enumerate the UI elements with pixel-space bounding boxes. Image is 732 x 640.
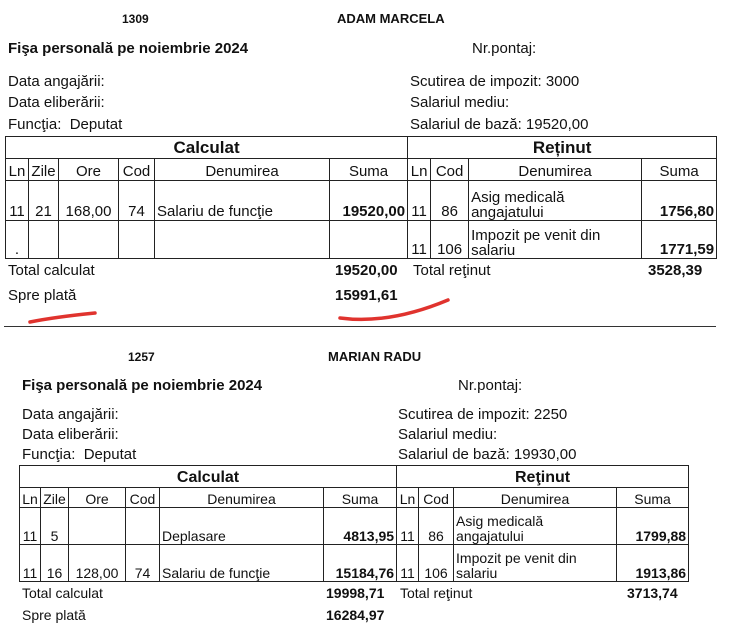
- total-retinut-label: Total reţinut: [400, 585, 473, 601]
- cell-ore: 168,00: [59, 181, 119, 221]
- col-cod: Cod: [126, 488, 160, 508]
- col-ore: Ore: [69, 488, 126, 508]
- cell-r-ln: 11: [397, 545, 419, 582]
- cell-r-suma: 1756,80: [642, 181, 717, 221]
- total-calculat-label: Total calculat: [22, 585, 103, 601]
- total-calculat-value: 19998,71: [326, 585, 385, 601]
- total-retinut-label: Total reţinut: [413, 262, 491, 279]
- cell-zile: [29, 221, 59, 259]
- col-cod: Cod: [119, 159, 155, 181]
- cell-suma: [330, 221, 408, 259]
- data-eliberarii-label: Data eliberării:: [22, 426, 119, 443]
- cell-denumirea: Salariu de funcţie: [155, 181, 330, 221]
- spre-plata-label: Spre plată: [8, 287, 77, 304]
- total-retinut-value: 3713,74: [627, 585, 678, 601]
- cell-r-denumirea: Impozit pe venit din salariu: [469, 221, 642, 259]
- employee-id: 1309: [122, 12, 149, 26]
- scutire-impozit-label: Scutirea de impozit: 2250: [398, 406, 568, 423]
- salary-table: [19, 465, 689, 582]
- calculat-header: Calculat: [20, 466, 397, 488]
- col-r-denumirea: Denumirea: [454, 488, 617, 508]
- cell-zile: 16: [41, 545, 69, 582]
- col-denumirea: Denumirea: [160, 488, 324, 508]
- col-r-ln: Ln: [397, 488, 419, 508]
- cell-zile: 5: [41, 508, 69, 545]
- slip-title: Fişa personală pe noiembrie 2024: [22, 377, 263, 394]
- cell-ore: [69, 508, 126, 545]
- cell-r-suma: 1771,59: [642, 221, 717, 259]
- cell-ln: .: [6, 221, 29, 259]
- slip-separator: [4, 326, 716, 327]
- col-r-cod: Cod: [431, 159, 469, 181]
- col-r-cod: Cod: [419, 488, 454, 508]
- col-suma: Suma: [324, 488, 397, 508]
- cell-ln: 11: [20, 545, 41, 582]
- cell-denumirea: Salariu de funcţie: [160, 545, 324, 582]
- cell-r-denumirea: Impozit pe venit din salariu: [454, 545, 617, 582]
- cell-r-denumirea: Asig medicală angajatului: [454, 508, 617, 545]
- cell-r-cod: 86: [431, 181, 469, 221]
- cell-suma: 19520,00: [330, 181, 408, 221]
- cell-cod: 74: [119, 181, 155, 221]
- cell-r-cod: 106: [431, 221, 469, 259]
- col-zile: Zile: [41, 488, 69, 508]
- retinut-header: Reținut: [408, 137, 717, 159]
- col-r-ln: Ln: [408, 159, 431, 181]
- table-row: [6, 181, 717, 221]
- nr-pontaj-label: Nr.pontaj:: [472, 40, 537, 57]
- employee-id: 1257: [128, 350, 155, 364]
- cell-denumirea: Deplasare: [160, 508, 324, 545]
- calculat-header: Calculat: [6, 137, 408, 159]
- salariul-baza-label: Salariul de bază: 19930,00: [398, 446, 577, 463]
- scutire-impozit-label: Scutirea de impozit: 3000: [410, 73, 580, 90]
- cell-r-cod: 106: [419, 545, 454, 582]
- table-row: [6, 221, 717, 259]
- cell-r-suma: 1913,86: [617, 545, 689, 582]
- total-calculat-label: Total calculat: [8, 262, 95, 279]
- col-suma: Suma: [330, 159, 408, 181]
- col-zile: Zile: [29, 159, 59, 181]
- total-calculat-value: 19520,00: [335, 262, 398, 279]
- employee-name: MARIAN RADU: [328, 349, 422, 364]
- col-r-denumirea: Denumirea: [469, 159, 642, 181]
- functia-label: Funcţia:: [8, 116, 62, 133]
- cell-ln: 11: [6, 181, 29, 221]
- salariul-mediu-label: Salariul mediu:: [410, 94, 510, 111]
- salary-table: [5, 136, 717, 259]
- col-denumirea: Denumirea: [155, 159, 330, 181]
- cell-ore: 128,00: [69, 545, 126, 582]
- col-ln: Ln: [20, 488, 41, 508]
- cell-r-ln: 11: [408, 221, 431, 259]
- cell-r-denumirea: Asig medicală angajatului: [469, 181, 642, 221]
- cell-r-cod: 86: [419, 508, 454, 545]
- cell-ore: [59, 221, 119, 259]
- cell-r-suma: 1799,88: [617, 508, 689, 545]
- col-r-suma: Suma: [617, 488, 689, 508]
- slip-title: Fişa personală pe noiembrie 2024: [8, 40, 249, 57]
- underline-mark-spre-plata: [30, 313, 95, 322]
- cell-suma: 4813,95: [324, 508, 397, 545]
- table-row: [20, 508, 689, 545]
- col-r-suma: Suma: [642, 159, 717, 181]
- spre-plata-label: Spre plată: [22, 607, 86, 623]
- functia-row: [8, 116, 122, 133]
- data-angajarii-label: Data angajării:: [22, 406, 119, 423]
- total-retinut-value: 3528,39: [648, 262, 703, 279]
- cell-cod: 74: [126, 545, 160, 582]
- functia-value: Deputat: [69, 116, 123, 133]
- data-eliberarii-label: Data eliberării:: [8, 94, 105, 111]
- cell-denumirea: [155, 221, 330, 259]
- table-row: [20, 545, 689, 582]
- spre-plata-value: 16284,97: [326, 607, 385, 623]
- cell-cod: [119, 221, 155, 259]
- cell-cod: [126, 508, 160, 545]
- salariul-baza-label: Salariul de bază: 19520,00: [410, 116, 589, 133]
- employee-name: ADAM MARCELA: [337, 11, 445, 26]
- cell-r-ln: 11: [397, 508, 419, 545]
- retinut-header: Reţinut: [397, 466, 689, 488]
- spre-plata-value: 15991,61: [335, 287, 398, 304]
- cell-zile: 21: [29, 181, 59, 221]
- cell-r-ln: 11: [408, 181, 431, 221]
- functia-row: [22, 446, 136, 463]
- cell-ln: 11: [20, 508, 41, 545]
- salariul-mediu-label: Salariul mediu:: [398, 426, 498, 443]
- functia-value: Deputat: [83, 446, 137, 463]
- data-angajarii-label: Data angajării:: [8, 73, 105, 90]
- cell-suma: 15184,76: [324, 545, 397, 582]
- col-ore: Ore: [59, 159, 119, 181]
- nr-pontaj-label: Nr.pontaj:: [458, 377, 523, 394]
- col-ln: Ln: [6, 159, 29, 181]
- functia-label: Funcţia:: [22, 446, 76, 463]
